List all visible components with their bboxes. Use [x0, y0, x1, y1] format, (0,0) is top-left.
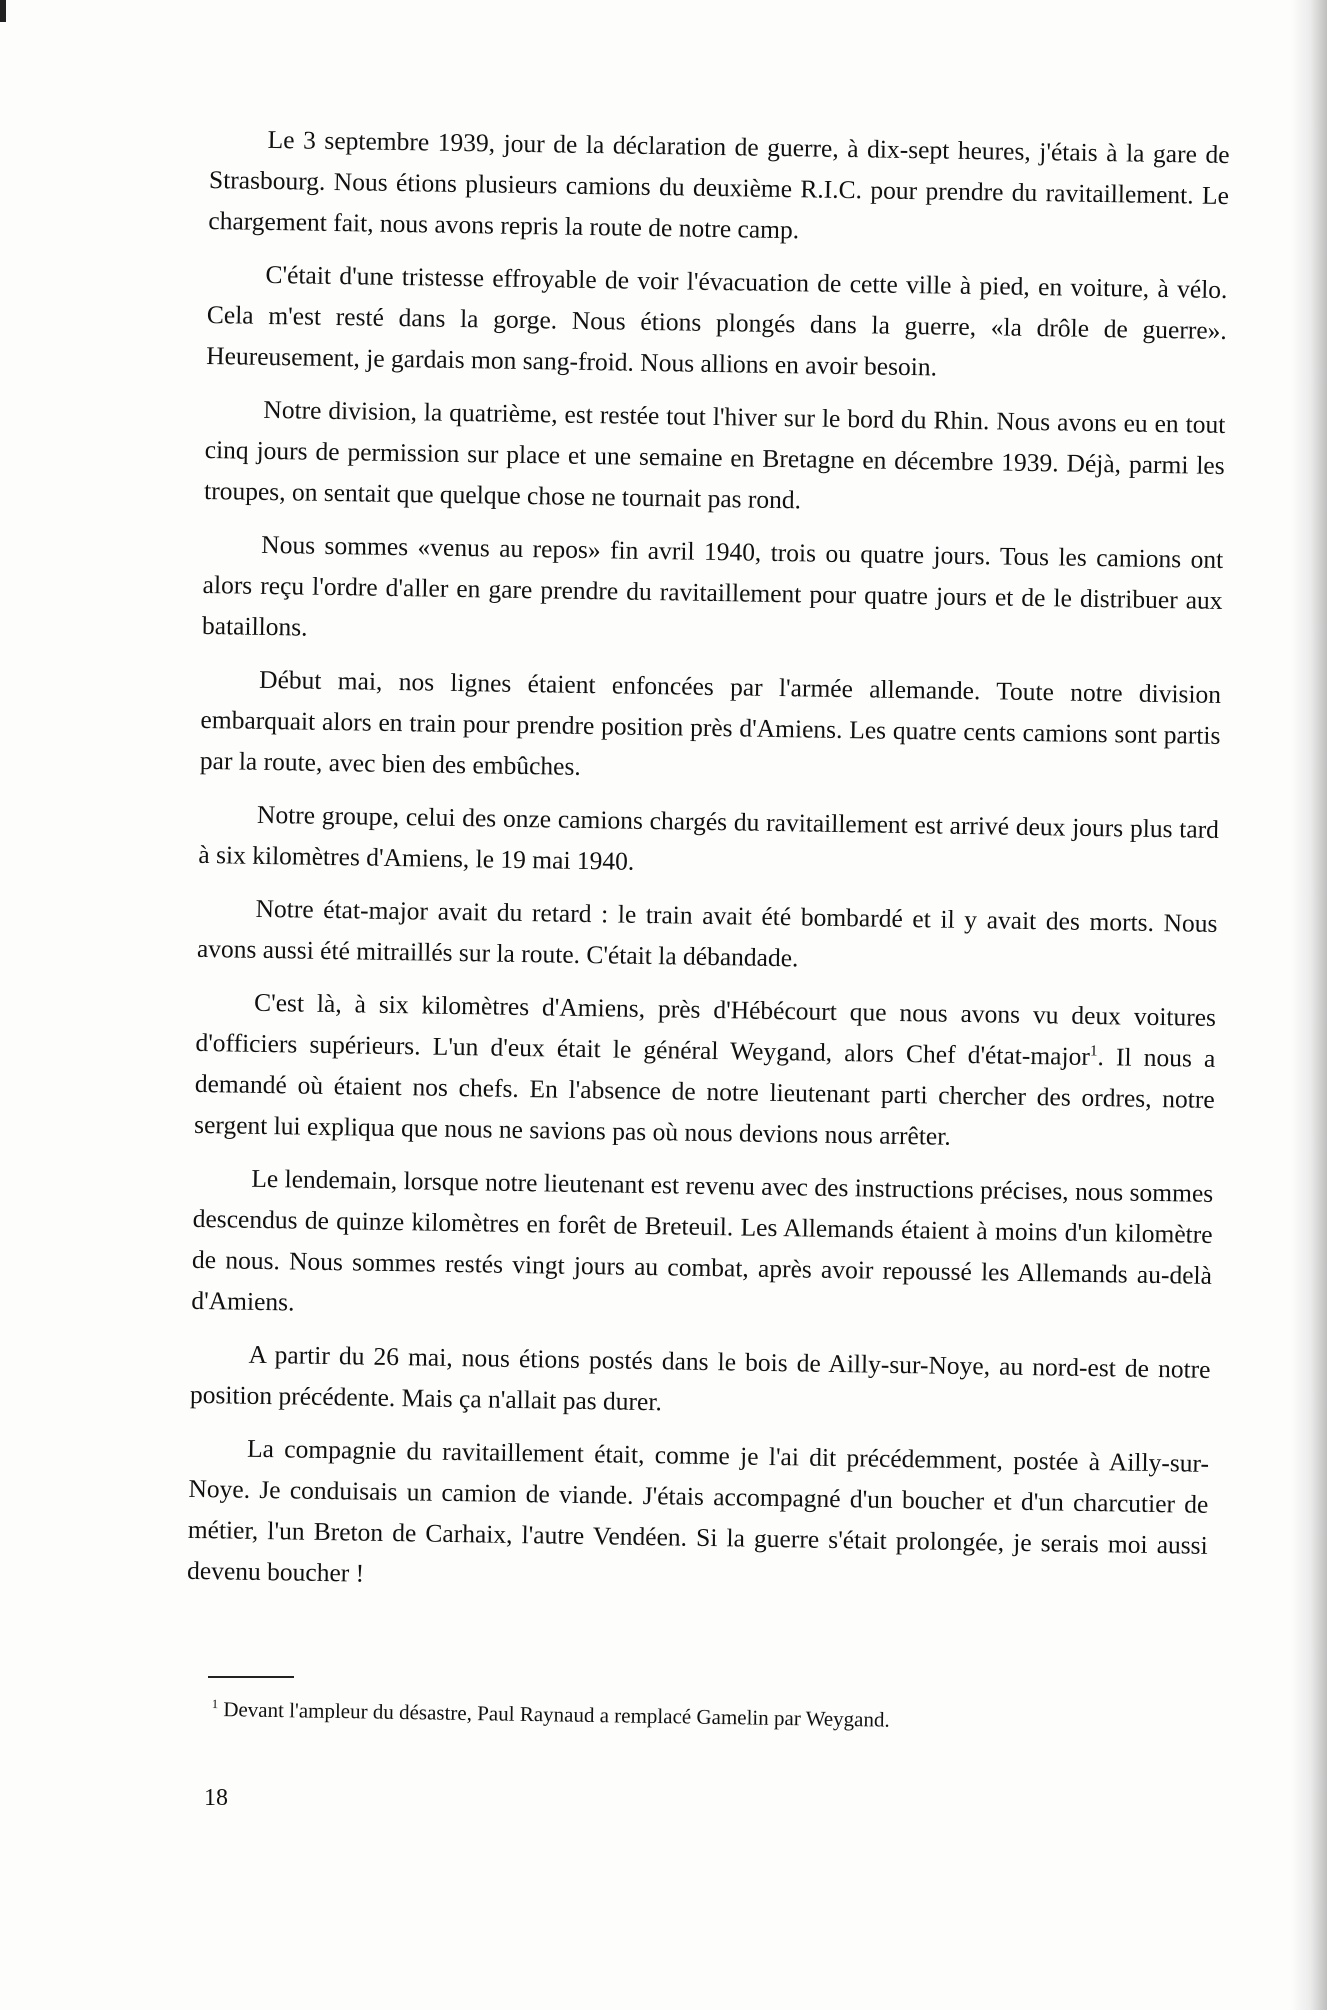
paragraph-4: Nous sommes «venus au repos» fin avril 1940, trois ou quatre jours. Tous les camions ont alors reçu l'ordre d'aller en gare prendre du ravitaillement pour quatre jours et de le distribuer aux bataillons.	[201, 529, 1224, 642]
paragraph-3: Notre division, la quatrième, est restée tout l'hiver sur le bord du Rhin. Nous avons eu en tout cinq jours de permission sur place et une semaine en Bretagne en décembre 1939. Déjà, parmi les troupes, on sentait que quelque chose ne tournait pas rond.	[203, 394, 1226, 515]
page-number: 18	[204, 1785, 228, 1811]
paragraph-1: Le 3 septembre 1939, jour de la déclaration de guerre, à dix-sept heures, j'étais à la gare de Strasbourg. Nous étions plusieurs camions du deuxième R.I.C. pour prendre du ravitaillement. Le chargement fait, nous avons repris la route de notre camp.	[208, 124, 1230, 245]
paragraph-7: Notre état-major avait du retard : le train avait été bombardé et il y avait des morts. Nous avons aussi été mitraillés sur la route. C'était la débandade.	[196, 893, 1218, 973]
paragraph-6: Notre groupe, celui des onze camions chargés du ravitaillement est arrivé deux jours plus tard à six kilomètres d'Amiens, le 19 mai 1940.	[198, 799, 1220, 876]
paragraph-8-after-note: . Il nous a demandé où étaient nos chefs. En l'absence de notre lieutenant parti chercher des ordres, notre sergent lui expliqua que nous ne savions pas où nous devions nous arrêter.	[193, 1042, 1216, 1151]
paragraph-9: Le lendemain, lorsque notre lieutenant est revenu avec des instructions précises, nous sommes descendus de quinze kilomètres en forêt de Breteuil. Les Allemands étaient à moins d'un kilomètre de nous. Nous sommes restés vingt jours au combat, après avoir repoussé les Allemands au-delà d'Amiens.	[191, 1163, 1214, 1317]
footnote-reference: 1	[1089, 1042, 1098, 1060]
footnote-separator	[208, 1676, 294, 1678]
footnote-text: Devant l'ampleur du désastre, Paul Raynaud a remplacé Gamelin par Weygand.	[223, 1697, 890, 1732]
paragraph-8	[194, 981, 1216, 1161]
spine-shadow	[1291, 0, 1327, 2010]
body-text	[187, 118, 1230, 1619]
footnote	[212, 1694, 1112, 1738]
paragraph-11: La compagnie du ravitaillement était, comme je l'ai dit précédemment, postée à Ailly-sur-Noye. Je conduisais un camion de viande. J'étais accompagné d'un boucher et d'un charcutier de métier, l'un Breton de Carhaix, l'autre Vendéen. Si la guerre s'était prolongée, je serais moi aussi devenu boucher !	[186, 1433, 1210, 1588]
scan-edge-mark	[0, 0, 6, 22]
footnote-marker: 1	[211, 1696, 219, 1712]
paragraph-5: Début mai, nos lignes étaient enfoncées par l'armée allemande. Toute notre division embarquait alors en train pour prendre position près d'Amiens. Les quatre cents camions sont partis par la route, avec bien des embûches.	[199, 664, 1222, 781]
paragraph-2: C'était d'une tristesse effroyable de voir l'évacuation de cette ville à pied, en voiture, à vélo. Cela m'est resté dans la gorge. Nous étions plongés dans la guerre, «la drôle de guerre». Heureusement, je gardais mon sang-froid. Nous allions en avoir besoin.	[206, 259, 1228, 382]
paragraph-10: A partir du 26 mai, nous étions postés dans le bois de Ailly-sur-Noye, au nord-est de notre position précédente. Mais ça n'allait pas durer.	[189, 1339, 1211, 1417]
paragraph-8-before-note: C'est là, à six kilomètres d'Amiens, près d'Hébécourt que nous avons vu deux voitures d'officiers supérieurs. L'un d'eux était le général Weygand, alors Chef d'état-major	[195, 987, 1217, 1071]
